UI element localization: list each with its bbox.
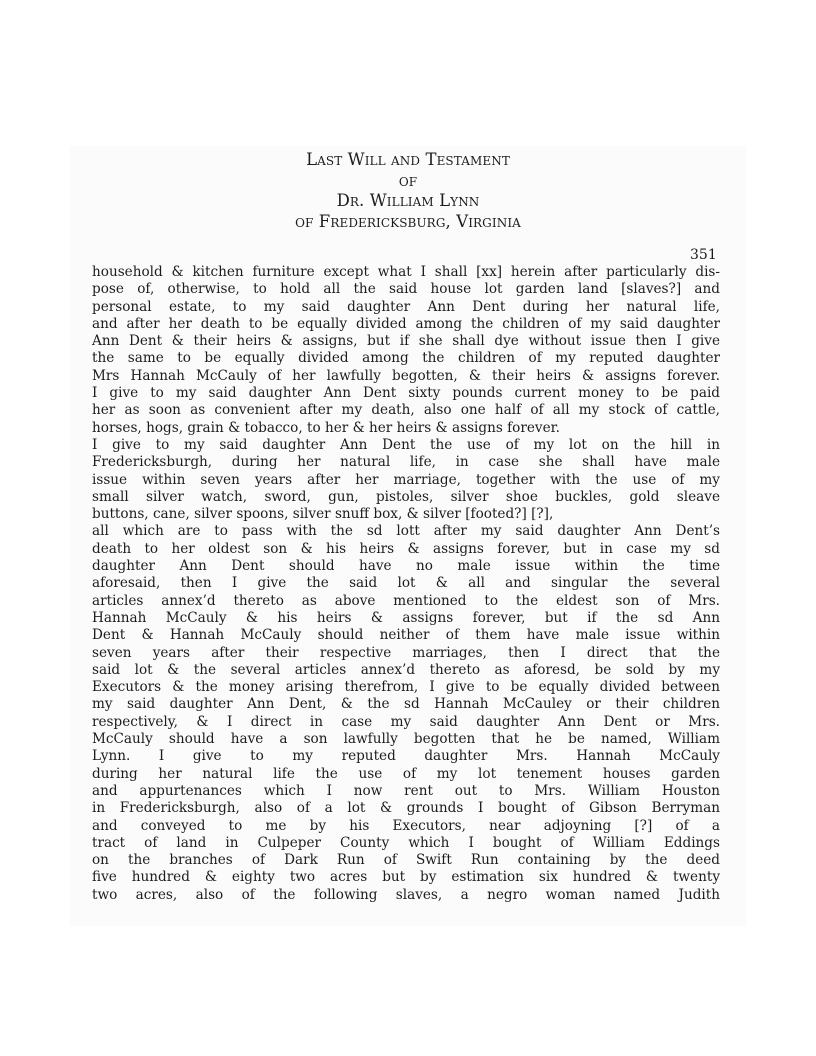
text-line: in Fredericksburgh, also of a lot & grounds I bought of Gibson Berryman: [92, 800, 720, 817]
text-line: two acres, also of the following slaves, a negro woman named Judith: [92, 886, 720, 903]
text-line: on the branches of Dark Run of Swift Run containing by the deed: [92, 852, 720, 869]
text-line: aforesaid, then I give the said lot & all and singular the several: [92, 575, 720, 592]
text-line: household & kitchen furniture except what I shall [xx] herein after particularly dis-: [92, 264, 720, 280]
text-line: personal estate, to my said daughter Ann Dent during her natural life,: [92, 298, 720, 315]
text-line: Fredericksburgh, during her natural life, in case she shall have male: [92, 454, 720, 471]
text-line: I give to my said daughter Ann Dent sixty pounds current money to be paid: [92, 385, 720, 402]
title-line-4: of Fredericksburg, Virginia: [295, 211, 521, 231]
text-line: respectively, & I direct in case my said daughter Ann Dent or Mrs.: [92, 713, 720, 730]
text-line: said lot & the several articles annex’d thereto as aforesd, be sold by my: [92, 661, 720, 678]
text-line: all which are to pass with the sd lott after my said daughter Ann Dent’s: [92, 523, 720, 540]
text-line: Mrs Hannah McCauly of her lawfully begotten, & their heirs & assigns forever.: [92, 367, 720, 384]
text-line: Hannah McCauly & his heirs & assigns forever, but if the sd Ann: [92, 609, 720, 626]
text-line: Ann Dent & their heirs & assigns, but if she shall dye without issue then I give: [92, 333, 720, 350]
text-line: buttons, cane, silver spoons, silver snuff box, & silver [footed?] [?],: [92, 506, 554, 523]
document-title: [0, 150, 816, 232]
text-line: McCauly should have a son lawfully begotten that he be named, William: [92, 731, 720, 748]
text-line: death to her oldest son & his heirs & assigns forever, but in case my sd: [92, 540, 720, 557]
text-line: my said daughter Ann Dent, & the sd Hannah McCauley or their children: [92, 696, 720, 713]
text-line: pose of, otherwise, to hold all the said house lot garden land [slaves?] and: [92, 281, 720, 298]
text-line: I give to my said daughter Ann Dent the use of my lot on the hill in: [92, 436, 720, 453]
title-line-2: of: [398, 170, 418, 190]
text-line: horses, hogs, grain & tobacco, to her & her heirs & assigns forever.: [92, 419, 560, 436]
title-line-3: Dr. William Lynn: [336, 191, 480, 210]
text-line: articles annex’d thereto as above mentioned to the eldest son of Mrs.: [92, 592, 720, 609]
title-line-1: Last Will and Testament: [306, 150, 510, 169]
text-line: issue within seven years after her marriage, together with the use of my: [92, 471, 720, 488]
text-line: small silver watch, sword, gun, pistoles, silver shoe buckles, gold sleave: [92, 488, 720, 505]
text-line: Dent & Hannah McCauly should neither of them have male issue within: [92, 627, 720, 644]
text-line: daughter Ann Dent should have no male issue within the time: [92, 558, 720, 575]
will-body-text: [92, 264, 720, 904]
text-line: Executors & the money arising therefrom, I give to be equally divided between: [92, 679, 720, 696]
text-line: Lynn. I give to my reputed daughter Mrs. Hannah McCauly: [92, 748, 720, 765]
page-number: 351: [690, 247, 717, 263]
text-line: the same to be equally divided among the children of my reputed daughter: [92, 350, 720, 367]
text-line: five hundred & eighty two acres but by estimation six hundred & twenty: [92, 869, 720, 886]
text-line: and conveyed to me by his Executors, near adjoyning [?] of a: [92, 817, 720, 834]
text-line: her as soon as convenient after my death, also one half of all my stock of cattle,: [92, 402, 720, 419]
text-line: and after her death to be equally divided among the children of my said daughter: [92, 315, 720, 332]
text-line: during her natural life the use of my lot tenement houses garden: [92, 765, 720, 782]
text-line: tract of land in Culpeper County which I bought of William Eddings: [92, 834, 720, 851]
text-line: seven years after their respective marriages, then I direct that the: [92, 644, 720, 661]
text-line: and appurtenances which I now rent out to Mrs. William Houston: [92, 782, 720, 799]
